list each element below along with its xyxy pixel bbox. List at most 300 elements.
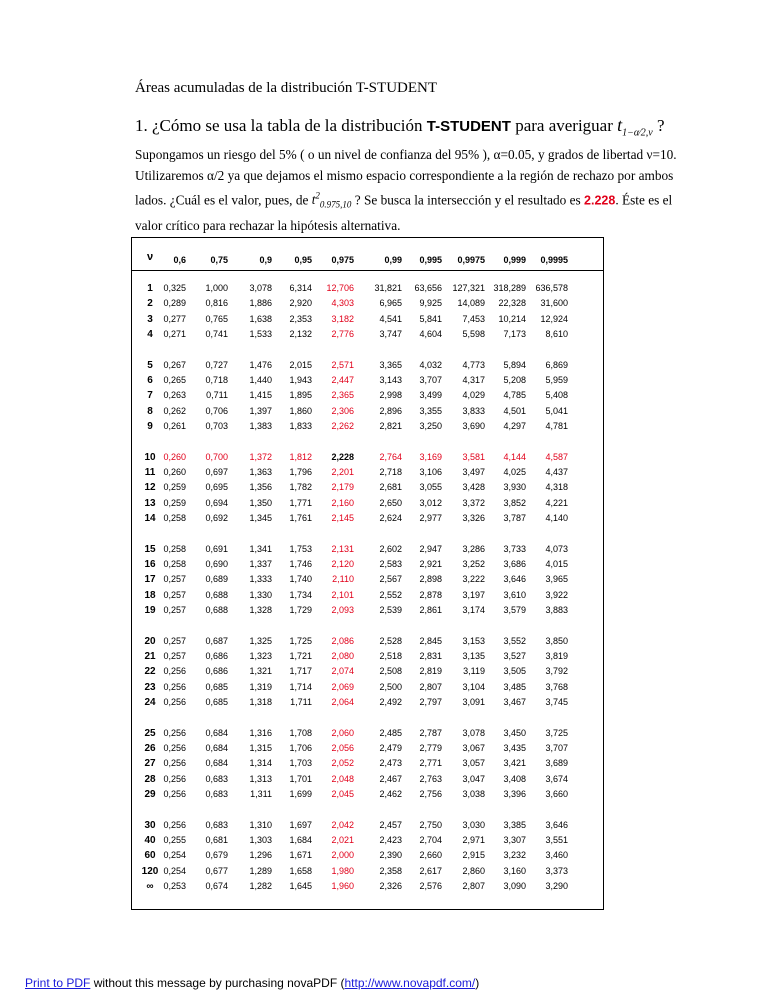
value-cell: 1,753 bbox=[289, 543, 312, 554]
value-cell: 3,965 bbox=[545, 574, 568, 585]
value-cell: 2,080 bbox=[331, 651, 354, 661]
value-cell: 2,120 bbox=[331, 559, 354, 569]
df-cell: 29 bbox=[144, 789, 156, 801]
value-cell: 22,328 bbox=[498, 298, 526, 309]
value-cell: 1,697 bbox=[289, 819, 312, 830]
df-cell: 20 bbox=[144, 635, 156, 647]
value-cell: 2,390 bbox=[379, 850, 402, 861]
value-cell: 1,000 bbox=[205, 283, 228, 293]
value-cell: 4,140 bbox=[545, 513, 568, 524]
value-cell: 3,047 bbox=[462, 773, 485, 784]
value-cell: 0,765 bbox=[205, 313, 228, 324]
value-cell: 2,060 bbox=[331, 727, 354, 738]
value-cell: 1,706 bbox=[289, 743, 312, 753]
value-cell: 1,833 bbox=[289, 421, 312, 432]
value-cell: 3,922 bbox=[545, 589, 568, 600]
value-cell: 3,581 bbox=[462, 451, 485, 462]
value-cell: 1,341 bbox=[249, 543, 272, 554]
value-cell: 0,683 bbox=[205, 819, 228, 830]
df-cell: 15 bbox=[144, 543, 156, 555]
value-cell: 0,703 bbox=[205, 421, 228, 432]
value-cell: 3,450 bbox=[503, 727, 526, 738]
table-row bbox=[132, 421, 603, 436]
value-cell: 2,896 bbox=[379, 405, 402, 416]
value-cell: 0,289 bbox=[163, 298, 186, 309]
table-row bbox=[132, 283, 603, 298]
value-cell: 1,771 bbox=[289, 497, 312, 508]
table-row bbox=[132, 452, 603, 467]
column-header: 0,99 bbox=[384, 255, 402, 265]
value-cell: 2,074 bbox=[331, 666, 354, 677]
value-cell: 3,745 bbox=[545, 697, 568, 708]
value-cell: 2,624 bbox=[379, 513, 402, 524]
df-cell: 5 bbox=[147, 359, 153, 371]
value-cell: 2,583 bbox=[379, 559, 402, 569]
value-cell: 1,415 bbox=[249, 390, 272, 401]
value-cell: 2,048 bbox=[331, 773, 354, 784]
column-header: 0,9995 bbox=[540, 255, 568, 265]
value-cell: 2,485 bbox=[379, 727, 402, 738]
value-cell: 0,685 bbox=[205, 681, 228, 692]
value-cell: 2,764 bbox=[379, 451, 402, 462]
value-cell: 31,600 bbox=[540, 298, 568, 309]
value-cell: 1,658 bbox=[289, 865, 312, 876]
value-cell: 1,315 bbox=[249, 743, 272, 753]
value-cell: 3,385 bbox=[503, 819, 526, 830]
value-cell: 3,689 bbox=[545, 758, 568, 769]
paragraph-line-4: valor crítico para rechazar la hipótesis alternativa. bbox=[135, 217, 401, 233]
value-cell: 2,479 bbox=[379, 743, 402, 753]
value-cell: 5,408 bbox=[545, 390, 568, 401]
value-cell: 0,258 bbox=[163, 559, 186, 569]
value-cell: 1,310 bbox=[249, 819, 272, 830]
value-cell: 3,930 bbox=[503, 482, 526, 493]
value-cell: 3,104 bbox=[462, 681, 485, 692]
value-cell: 3,579 bbox=[503, 605, 526, 616]
value-cell: 2,878 bbox=[419, 589, 442, 600]
value-cell: 1,734 bbox=[289, 589, 312, 600]
paragraph-line-3: lados. ¿Cuál es el valor, pues, de $t^2_{0.975,10}$ ? Se busca la intersección y el resultado es 2.228. Éste es el bbox=[135, 191, 673, 211]
value-cell: 1,638 bbox=[249, 313, 272, 324]
value-cell: 3,460 bbox=[545, 850, 568, 861]
value-cell: 0,690 bbox=[205, 559, 228, 569]
value-cell: 2,660 bbox=[419, 850, 442, 861]
value-cell: 2,093 bbox=[331, 605, 354, 616]
t-student-table bbox=[131, 237, 604, 910]
value-cell: 636,578 bbox=[535, 283, 568, 293]
value-cell: 4,032 bbox=[419, 359, 442, 370]
value-cell: 4,785 bbox=[503, 390, 526, 401]
value-cell: 2,492 bbox=[379, 697, 402, 708]
novapdf-link[interactable]: http://www.novapdf.com/ bbox=[344, 976, 476, 990]
df-cell: 7 bbox=[147, 390, 153, 402]
value-cell: 0,687 bbox=[205, 635, 228, 646]
value-cell: 1,740 bbox=[289, 574, 312, 585]
value-cell: 2,718 bbox=[379, 467, 402, 477]
value-cell: 0,684 bbox=[205, 758, 228, 769]
value-cell: 2,423 bbox=[379, 835, 402, 845]
value-cell: 1,319 bbox=[249, 681, 272, 692]
df-cell: 2 bbox=[147, 298, 153, 310]
value-cell: 0,263 bbox=[163, 390, 186, 401]
value-cell: 0,688 bbox=[205, 589, 228, 600]
value-cell: 0,686 bbox=[205, 651, 228, 661]
df-cell: 3 bbox=[147, 313, 153, 325]
value-cell: 3,307 bbox=[503, 835, 526, 845]
value-cell: 3,372 bbox=[462, 497, 485, 508]
print-to-pdf-link[interactable]: Print to PDF bbox=[25, 976, 91, 990]
value-cell: 4,541 bbox=[379, 313, 402, 324]
value-cell: 2,045 bbox=[331, 789, 354, 800]
value-cell: 3,660 bbox=[545, 789, 568, 800]
value-cell: 7,453 bbox=[462, 313, 485, 324]
value-cell: 1,325 bbox=[249, 635, 272, 646]
value-cell: 3,286 bbox=[462, 543, 485, 554]
value-cell: 3,153 bbox=[462, 635, 485, 646]
value-cell: 3,852 bbox=[503, 497, 526, 508]
value-cell: 0,697 bbox=[205, 467, 228, 477]
value-cell: 3,222 bbox=[462, 574, 485, 585]
table-row bbox=[132, 820, 603, 835]
value-cell: 1,645 bbox=[289, 881, 312, 892]
df-cell: 30 bbox=[144, 819, 156, 831]
table-row bbox=[132, 467, 603, 482]
value-cell: 4,303 bbox=[331, 298, 354, 309]
value-cell: 127,321 bbox=[452, 283, 485, 293]
column-header: 0,95 bbox=[294, 255, 312, 265]
df-cell: ∞ bbox=[146, 881, 154, 893]
value-cell: 1,812 bbox=[289, 451, 312, 462]
table-row bbox=[132, 590, 603, 605]
df-cell: 22 bbox=[144, 666, 156, 678]
value-cell: 5,841 bbox=[419, 313, 442, 324]
column-header: 0,75 bbox=[210, 255, 228, 265]
value-cell: 3,250 bbox=[419, 421, 442, 432]
value-cell: 0,681 bbox=[205, 835, 228, 845]
value-cell: 2,831 bbox=[419, 651, 442, 661]
value-cell: 4,029 bbox=[462, 390, 485, 401]
value-cell: 3,090 bbox=[503, 881, 526, 892]
df-cell: 40 bbox=[144, 835, 156, 846]
value-cell: 0,256 bbox=[163, 666, 186, 677]
value-cell: 0,816 bbox=[205, 298, 228, 309]
value-cell: 0,674 bbox=[205, 881, 228, 892]
df-cell: 17 bbox=[144, 574, 156, 586]
value-cell: 1,886 bbox=[249, 298, 272, 309]
table-row bbox=[132, 881, 603, 896]
value-cell: 0,727 bbox=[205, 359, 228, 370]
value-cell: 0,686 bbox=[205, 666, 228, 677]
value-cell: 0,253 bbox=[163, 881, 186, 892]
value-cell: 2,617 bbox=[419, 865, 442, 876]
df-cell: 21 bbox=[144, 651, 156, 662]
value-cell: 2,947 bbox=[419, 543, 442, 554]
value-cell: 3,674 bbox=[545, 773, 568, 784]
value-cell: 3,057 bbox=[462, 758, 485, 769]
t-critical-symbol: $t^2_{0.975,10}$ bbox=[311, 191, 352, 211]
value-cell: 3,119 bbox=[463, 666, 485, 677]
df-cell: 27 bbox=[144, 758, 156, 770]
value-cell: 0,679 bbox=[205, 850, 228, 861]
value-cell: 2,602 bbox=[379, 543, 402, 554]
value-cell: 1,323 bbox=[249, 651, 272, 661]
value-cell: 0,254 bbox=[163, 850, 186, 861]
value-cell: 10,214 bbox=[498, 313, 526, 324]
value-cell: 2,845 bbox=[419, 635, 442, 646]
table-row bbox=[132, 850, 603, 865]
value-cell: 0,677 bbox=[205, 865, 228, 876]
value-cell: 0,258 bbox=[163, 543, 186, 554]
footer-text: without this message by purchasing novaPDF ( bbox=[90, 976, 345, 990]
value-cell: 1,321 bbox=[249, 666, 272, 677]
value-cell: 1,314 bbox=[249, 758, 272, 769]
value-cell: 1,350 bbox=[249, 497, 272, 508]
value-cell: 3,396 bbox=[503, 789, 526, 800]
value-cell: 0,256 bbox=[163, 681, 186, 692]
value-cell: 2,086 bbox=[331, 635, 354, 646]
df-cell: 1 bbox=[147, 283, 153, 294]
value-cell: 2,787 bbox=[419, 727, 442, 738]
value-cell: 2,915 bbox=[462, 850, 485, 861]
value-cell: 0,257 bbox=[163, 651, 186, 661]
value-cell: 0,700 bbox=[205, 451, 228, 462]
value-cell: 0,260 bbox=[163, 467, 186, 477]
df-cell: 23 bbox=[144, 681, 156, 693]
value-cell: 1,701 bbox=[289, 773, 312, 784]
paragraph-line-2: Utilizaremos α/2 ya que dejamos el mismo espacio correspondiente a la región de rechazo por ambos bbox=[135, 167, 674, 183]
value-cell: 0,277 bbox=[163, 313, 186, 324]
value-cell: 1,337 bbox=[249, 559, 272, 569]
value-cell: 4,144 bbox=[503, 451, 526, 462]
value-cell: 2,861 bbox=[419, 605, 442, 616]
value-cell: 3,252 bbox=[462, 559, 485, 569]
value-cell: 0,684 bbox=[205, 743, 228, 753]
table-row bbox=[132, 743, 603, 758]
value-cell: 1,699 bbox=[289, 789, 312, 800]
df-cell: 26 bbox=[144, 743, 156, 754]
value-cell: 2,704 bbox=[419, 835, 442, 845]
value-cell: 2,365 bbox=[331, 390, 354, 401]
table-row bbox=[132, 559, 603, 574]
table-row bbox=[132, 866, 603, 881]
value-cell: 2,228 bbox=[331, 451, 354, 462]
document-title: Áreas acumuladas de la distribución T-STUDENT bbox=[135, 80, 438, 96]
column-header: 0,999 bbox=[503, 255, 526, 265]
value-cell: 2,807 bbox=[419, 681, 442, 692]
value-cell: 0,257 bbox=[163, 605, 186, 616]
paragraph-line-1: Supongamos un riesgo del 5% ( o un nivel de confianza del 95% ), α=0.05, y grados de libertad ν=10. bbox=[135, 147, 677, 162]
value-cell: 3,792 bbox=[545, 666, 568, 677]
value-cell: 0,692 bbox=[205, 513, 228, 524]
table-row bbox=[132, 728, 603, 743]
value-cell: 4,015 bbox=[545, 559, 568, 569]
table-row bbox=[132, 789, 603, 804]
value-cell: 4,318 bbox=[545, 482, 568, 493]
value-cell: 0,325 bbox=[163, 283, 186, 293]
value-cell: 2,353 bbox=[289, 313, 312, 324]
value-cell: 4,587 bbox=[545, 451, 568, 462]
df-cell: 8 bbox=[147, 405, 153, 417]
df-cell: 25 bbox=[144, 727, 156, 739]
value-cell: 1,671 bbox=[289, 850, 312, 861]
value-cell: 2,000 bbox=[331, 850, 354, 861]
table-row bbox=[132, 298, 603, 313]
value-cell: 2,015 bbox=[289, 359, 312, 370]
value-cell: 1,476 bbox=[249, 359, 272, 370]
value-cell: 2,998 bbox=[379, 390, 402, 401]
value-cell: 0,255 bbox=[163, 835, 186, 845]
value-cell: 3,091 bbox=[462, 697, 485, 708]
value-cell: 4,297 bbox=[503, 421, 526, 432]
question-middle: para averiguar bbox=[510, 116, 618, 135]
table-row bbox=[132, 390, 603, 405]
value-cell: 1,311 bbox=[250, 789, 272, 800]
value-cell: 0,267 bbox=[163, 359, 186, 370]
value-cell: 5,598 bbox=[462, 329, 485, 340]
df-cell: 10 bbox=[144, 451, 156, 463]
table-row bbox=[132, 482, 603, 497]
value-cell: 3,078 bbox=[462, 727, 485, 738]
value-cell: 318,289 bbox=[493, 283, 526, 293]
value-cell: 0,688 bbox=[205, 605, 228, 616]
value-cell: 2,528 bbox=[379, 635, 402, 646]
column-header: 0,995 bbox=[419, 255, 442, 265]
value-cell: 4,781 bbox=[545, 421, 568, 432]
value-cell: 3,646 bbox=[545, 819, 568, 830]
value-cell: 3,232 bbox=[503, 850, 526, 861]
value-cell: 3,883 bbox=[545, 605, 568, 616]
value-cell: 0,260 bbox=[163, 451, 186, 462]
table-row bbox=[132, 360, 603, 375]
value-cell: 3,733 bbox=[503, 543, 526, 554]
table-row bbox=[132, 758, 603, 773]
column-header: 0,975 bbox=[331, 255, 354, 265]
value-cell: 0,261 bbox=[163, 421, 186, 432]
value-cell: 2,797 bbox=[419, 697, 442, 708]
table-row bbox=[132, 375, 603, 390]
value-cell: 2,462 bbox=[379, 789, 402, 800]
value-cell: 2,262 bbox=[331, 421, 354, 432]
value-cell: 8,610 bbox=[545, 329, 568, 340]
table-row bbox=[132, 682, 603, 697]
value-cell: 3,551 bbox=[545, 835, 568, 845]
value-cell: 2,131 bbox=[331, 543, 354, 554]
value-cell: 3,497 bbox=[462, 467, 485, 477]
value-cell: 31,821 bbox=[374, 283, 402, 293]
value-cell: 4,604 bbox=[419, 329, 442, 340]
value-cell: 2,860 bbox=[462, 865, 485, 876]
column-header: 0,9 bbox=[259, 255, 272, 265]
footer-text-end: ) bbox=[475, 976, 480, 990]
value-cell: 1,330 bbox=[249, 589, 272, 600]
value-cell: 14,089 bbox=[457, 298, 485, 309]
value-cell: 5,208 bbox=[503, 375, 526, 385]
value-cell: 2,571 bbox=[331, 359, 354, 370]
value-cell: 3,819 bbox=[545, 651, 568, 661]
value-cell: 3,355 bbox=[419, 405, 442, 416]
value-cell: 0,256 bbox=[163, 819, 186, 830]
df-column-header: ν bbox=[146, 251, 154, 263]
value-cell: 1,717 bbox=[289, 666, 312, 677]
value-cell: 3,038 bbox=[462, 789, 485, 800]
value-cell: 0,685 bbox=[205, 697, 228, 708]
value-cell: 1,761 bbox=[289, 513, 312, 524]
table-row bbox=[132, 636, 603, 651]
value-cell: 3,686 bbox=[503, 559, 526, 569]
value-cell: 1,714 bbox=[289, 681, 312, 692]
value-cell: 2,567 bbox=[379, 574, 402, 585]
value-cell: 2,021 bbox=[331, 835, 354, 845]
value-cell: 0,256 bbox=[163, 727, 186, 738]
value-cell: 1,333 bbox=[249, 574, 272, 585]
value-cell: 3,707 bbox=[545, 743, 568, 753]
value-cell: 4,073 bbox=[545, 543, 568, 554]
value-cell: 1,943 bbox=[289, 375, 312, 385]
table-row bbox=[132, 544, 603, 559]
value-cell: 1,684 bbox=[289, 835, 312, 845]
value-cell: 12,706 bbox=[326, 283, 354, 293]
table-row bbox=[132, 605, 603, 620]
value-cell: 0,265 bbox=[163, 375, 186, 385]
df-cell: 14 bbox=[144, 513, 156, 525]
table-row bbox=[132, 666, 603, 681]
value-cell: 1,796 bbox=[289, 467, 312, 477]
value-cell: 2,576 bbox=[419, 881, 442, 892]
value-cell: 3,055 bbox=[419, 482, 442, 493]
value-cell: 0,258 bbox=[163, 513, 186, 524]
value-cell: 2,779 bbox=[419, 743, 442, 753]
table-row bbox=[132, 835, 603, 850]
value-cell: 2,042 bbox=[331, 819, 354, 830]
column-header: 0,6 bbox=[173, 255, 186, 265]
value-cell: 2,457 bbox=[379, 819, 402, 830]
value-cell: 3,850 bbox=[545, 635, 568, 646]
question-suffix: ? bbox=[652, 116, 665, 135]
value-cell: 2,052 bbox=[331, 758, 354, 769]
value-cell: 2,763 bbox=[419, 773, 442, 784]
value-cell: 3,428 bbox=[462, 482, 485, 493]
value-cell: 3,365 bbox=[379, 359, 402, 370]
value-cell: 2,776 bbox=[331, 329, 354, 340]
value-cell: 0,256 bbox=[163, 743, 186, 753]
value-cell: 2,898 bbox=[419, 574, 442, 585]
value-cell: 9,925 bbox=[419, 298, 442, 309]
value-cell: 1,533 bbox=[249, 329, 272, 340]
value-cell: 1,746 bbox=[289, 559, 312, 569]
value-cell: 3,290 bbox=[545, 881, 568, 892]
df-cell: 24 bbox=[144, 697, 156, 709]
value-cell: 3,787 bbox=[503, 513, 526, 524]
value-cell: 2,807 bbox=[462, 881, 485, 892]
value-cell: 6,314 bbox=[289, 283, 312, 293]
value-cell: 1,356 bbox=[249, 482, 272, 493]
df-cell: 9 bbox=[147, 421, 153, 433]
value-cell: 3,435 bbox=[503, 743, 526, 753]
value-cell: 1,383 bbox=[249, 421, 272, 432]
value-cell: 0,694 bbox=[205, 497, 228, 508]
value-cell: 2,145 bbox=[331, 513, 354, 524]
df-cell: 12 bbox=[144, 482, 156, 494]
df-cell: 4 bbox=[147, 329, 153, 341]
value-cell: 1,296 bbox=[249, 850, 272, 861]
value-cell: 1,782 bbox=[289, 482, 312, 493]
value-cell: 0,259 bbox=[163, 497, 186, 508]
value-cell: 2,473 bbox=[379, 758, 402, 769]
df-cell: 60 bbox=[144, 850, 156, 862]
value-cell: 0,271 bbox=[163, 329, 186, 340]
value-cell: 3,725 bbox=[545, 727, 568, 738]
value-cell: 1,440 bbox=[249, 375, 272, 385]
